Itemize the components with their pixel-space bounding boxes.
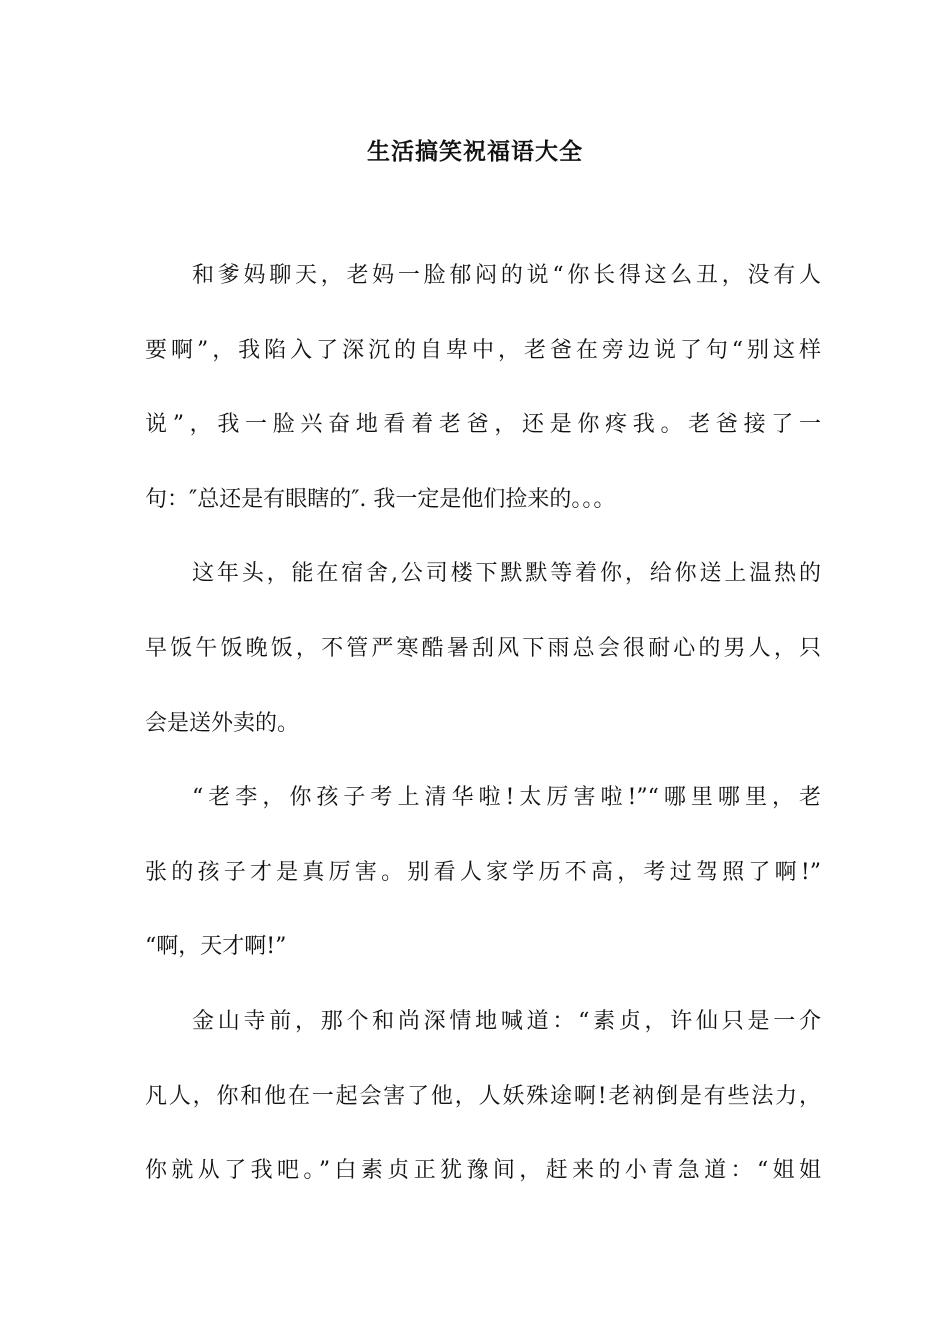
paragraph-1-line-2: 要啊”，我陷入了深沉的自卑中，老爸在旁边说了句“别这样: [145, 337, 821, 363]
paragraph-4-line-1: 金山寺前，那个和尚深情地喊道：“素贞，许仙只是一介: [192, 1008, 821, 1034]
paragraph-1-line-3: 说”，我一脸兴奋地看着老爸，还是你疼我。老爸接了一: [145, 412, 821, 438]
paragraph-2-line-3: 会是送外卖的。: [145, 710, 300, 736]
paragraph-3-line-2: 张的孩子才是真厉害。别看人家学历不高，考过驾照了啊!”: [145, 859, 821, 885]
paragraph-4-line-3: 你就从了我吧。”白素贞正犹豫间，赶来的小青急道：“姐姐: [145, 1158, 821, 1184]
paragraph-1-line-1: 和爹妈聊天，老妈一脸郁闷的说“你长得这么丑，没有人: [192, 263, 821, 288]
paragraph-3-line-1: “老李，你孩子考上清华啦!太厉害啦!”“哪里哪里，老: [192, 785, 821, 811]
paragraph-1-line-4: 句：″总还是有眼瞎的″. 我一定是他们捡来的。。。: [145, 486, 616, 512]
paragraph-2-line-1: 这年头，能在宿舍,公司楼下默默等着你，给你送上温热的: [192, 561, 821, 587]
document-body: [145, 254, 821, 1224]
document-title: 生活搞笑祝福语大全: [367, 139, 583, 165]
paragraph-4-line-2: 凡人，你和他在一起会害了他，人妖殊途啊!老衲倒是有些法力，: [145, 1083, 821, 1109]
paragraph-2-line-2: 早饭午饭晚饭，不管严寒酷暑刮风下雨总会很耐心的男人，只: [145, 635, 821, 661]
paragraph-3-line-3: “啊，天才啊!”: [145, 934, 287, 960]
